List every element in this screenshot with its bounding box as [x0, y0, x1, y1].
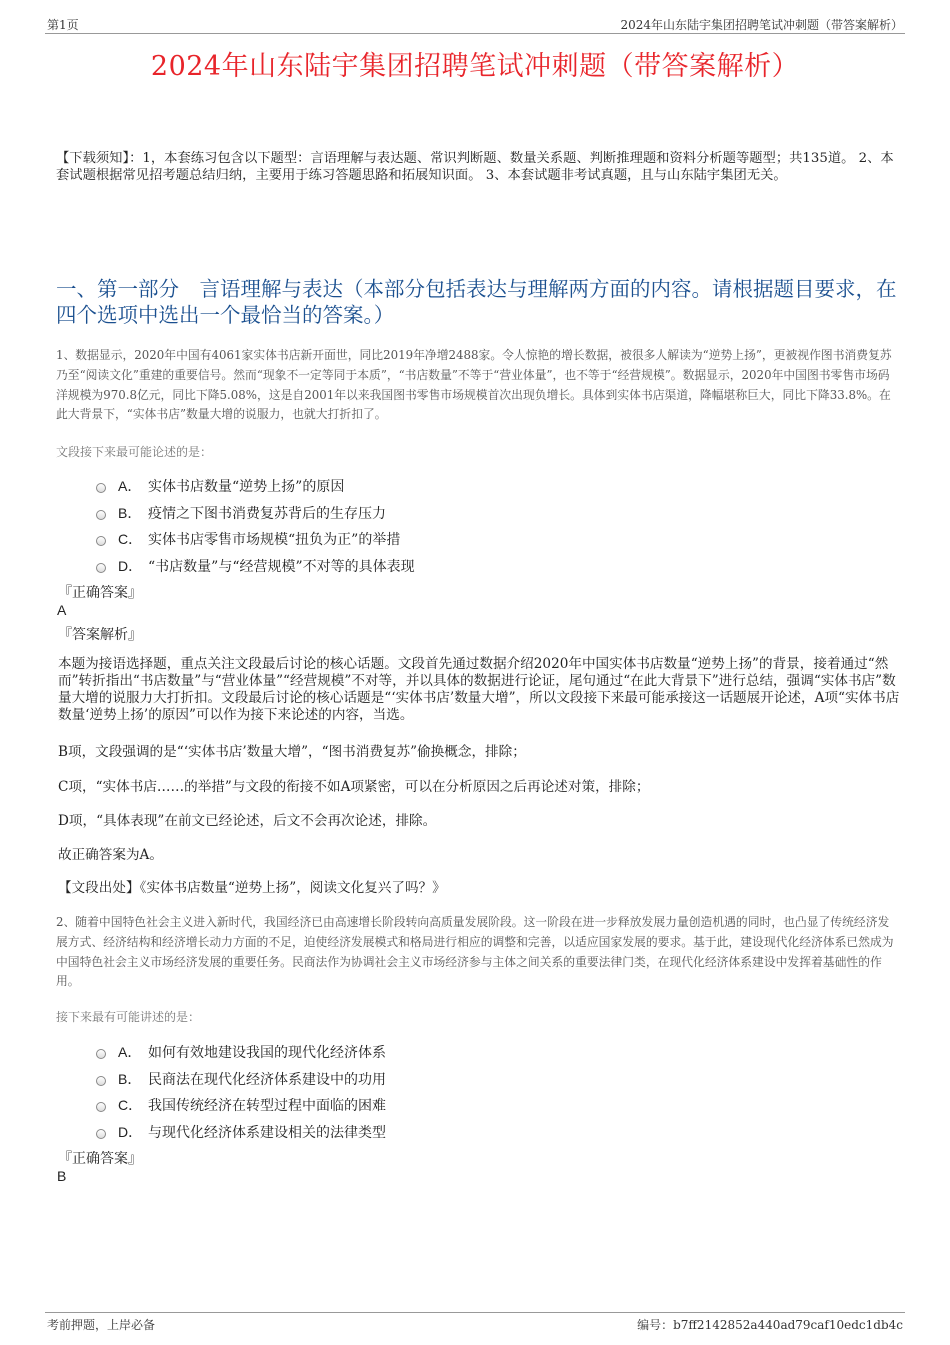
option-label: 我国传统经济在转型过程中面临的困难: [148, 1098, 386, 1115]
radio-icon[interactable]: [96, 1102, 106, 1112]
radio-icon[interactable]: [96, 563, 106, 573]
option-d[interactable]: [94, 553, 794, 580]
analysis-option-b: B项，文段强调的是“‘实体书店’数量大增”，“图书消费复苏”偷换概念，排除；: [58, 744, 526, 760]
option-key: B．: [118, 504, 142, 521]
page-title: 2024年山东陆宇集团招聘笔试冲刺题（带答案解析）: [150, 51, 800, 82]
option-key: A．: [118, 1044, 142, 1061]
option-key: C．: [118, 1097, 143, 1114]
correct-answer-label: 『正确答案』: [58, 1151, 142, 1167]
option-c[interactable]: [94, 526, 794, 553]
option-c[interactable]: [94, 1092, 794, 1119]
option-label: 实体书店零售市场规模“扭负为正”的举措: [148, 532, 401, 549]
option-key: D．: [118, 557, 143, 574]
option-key: B．: [118, 1070, 142, 1087]
analysis-option-c: C项，“实体书店……的举措”与文段的衔接不如A项紧密，可以在分析原因之后再论述对策，排除；: [58, 779, 650, 795]
analysis-label: 『答案解析』: [58, 627, 142, 643]
passage-source: 【文段出处】《实体书店数量“逆势上扬”，阅读文化复兴了吗？》: [58, 880, 446, 896]
radio-icon[interactable]: [96, 1129, 106, 1139]
option-d[interactable]: [94, 1119, 794, 1146]
option-b[interactable]: [94, 1066, 794, 1093]
question-2-prompt: 接下来最有可能讲述的是：: [56, 1010, 201, 1024]
page-header: [45, 16, 905, 34]
page-number: 第1页: [47, 18, 79, 32]
question-2-text: 2、随着中国特色社会主义进入新时代，我国经济已由高速增长阶段转向高质量发展阶段。这一阶段在进一步释放发展力量创造机遇的同时，也凸显了传统经济发展方式、经济结构和经济增长动力方面的不足，迫使经济发展模式和格局进行相应的调整和完善，以适应国家发展的要求。基于此，建设现代化经济体系已然成为中国特色社会主义市场经济发展的重要任务。民商法作为协调社会主义市场经济参与主体之间关系的重要法律门类，在现代化经济体系建设中发挥着基础性的作用。: [56, 915, 894, 989]
radio-icon[interactable]: [96, 1049, 106, 1059]
download-notice: 【下载须知】：1，本套练习包含以下题型：言语理解与表达题、常识判断题、数量关系题、判断推理题和资料分析题等题型；共135道。 2、本套试题根据常见招考题总结归纳，主要用于练习答题思路和拓展知识面。 3、本套试题非考试真题，且与山东陆宇集团无关。: [56, 151, 894, 183]
question-1-text: 1、数据显示，2020年中国有4061家实体书店新开面世，同比2019年净增2488家。令人惊艳的增长数据，被很多人解读为“逆势上扬”，更被视作图书消费复苏乃至“阅读文化”重建的重要信号。然而“现象不一定等同于本质”，“书店数量”不等于“营业体量”，也不等于“经营规模”。数据显示，2020年中国图书零售市场码洋规模为970.8亿元，同比下降5.08%，这是自2001年以来我国图书零售市场规模首次出现负增长。具体到实体书店渠道，降幅堪称巨大，同比下降33.8%。在此大背景下，“实体书店”数量大增的说服力，也就大打折扣了。: [56, 348, 892, 422]
question-2-options: [94, 1039, 794, 1145]
radio-icon[interactable]: [96, 536, 106, 546]
option-label: 与现代化经济体系建设相关的法律类型: [148, 1124, 386, 1141]
radio-icon[interactable]: [96, 510, 106, 520]
correct-answer-label: 『正确答案』: [58, 585, 142, 601]
option-key: C．: [118, 531, 143, 548]
radio-icon[interactable]: [96, 483, 106, 493]
correct-answer: A: [57, 602, 67, 618]
page-footer: [45, 1312, 905, 1332]
radio-icon[interactable]: [96, 1076, 106, 1086]
option-b[interactable]: [94, 500, 794, 527]
option-label: 如何有效地建设我国的现代化经济体系: [148, 1045, 386, 1062]
option-key: A．: [118, 478, 142, 495]
question-1-options: [94, 473, 794, 579]
footer-slogan: 考前押题，上岸必备: [47, 1318, 156, 1332]
option-key: D．: [118, 1123, 143, 1140]
section-heading: 一、第一部分 言语理解与表达（本部分包括表达与理解两方面的内容。请根据题目要求，在四个选项中选出一个最恰当的答案。）: [56, 277, 897, 327]
analysis-conclusion: 故正确答案为A。: [58, 847, 163, 863]
document-code: 编号：b7ff2142852a440ad79caf10edc1db4c: [637, 1318, 903, 1332]
option-label: 民商法在现代化经济体系建设中的功用: [148, 1071, 386, 1088]
question-1-prompt: 文段接下来最可能论述的是：: [56, 445, 213, 459]
analysis-text: 本题为接语选择题，重点关注文段最后讨论的核心话题。文段首先通过数据介绍2020年中国实体书店数量“逆势上扬”的背景，接着通过“然而”转折指出“书店数量”与“营业体量”“经营规模”不对等，并以具体的数据进行论证，尾句通过“在此大背景下”进行总结，强调“实体书店”数量大增的说服力大打折扣。文段最后讨论的核心话题是“‘实体书店’数量大增”，所以文段接下来最可能承接这一话题展开论述，A项“实体书店数量‘逆势上扬’的原因”可以作为接下来论述的内容，当选。: [58, 656, 900, 723]
analysis-option-d: D项，“具体表现”在前文已经论述，后文不会再次论述，排除。: [58, 813, 437, 829]
option-label: 实体书店数量“逆势上扬”的原因: [148, 479, 345, 496]
correct-answer: B: [57, 1168, 67, 1184]
option-a[interactable]: [94, 1039, 794, 1066]
option-label: 疫情之下图书消费复苏背后的生存压力: [148, 505, 386, 522]
option-label: “书店数量”与“经营规模”不对等的具体表现: [148, 558, 415, 575]
option-a[interactable]: [94, 473, 794, 500]
header-doc-title: 2024年山东陆宇集团招聘笔试冲刺题（带答案解析）: [620, 18, 903, 32]
